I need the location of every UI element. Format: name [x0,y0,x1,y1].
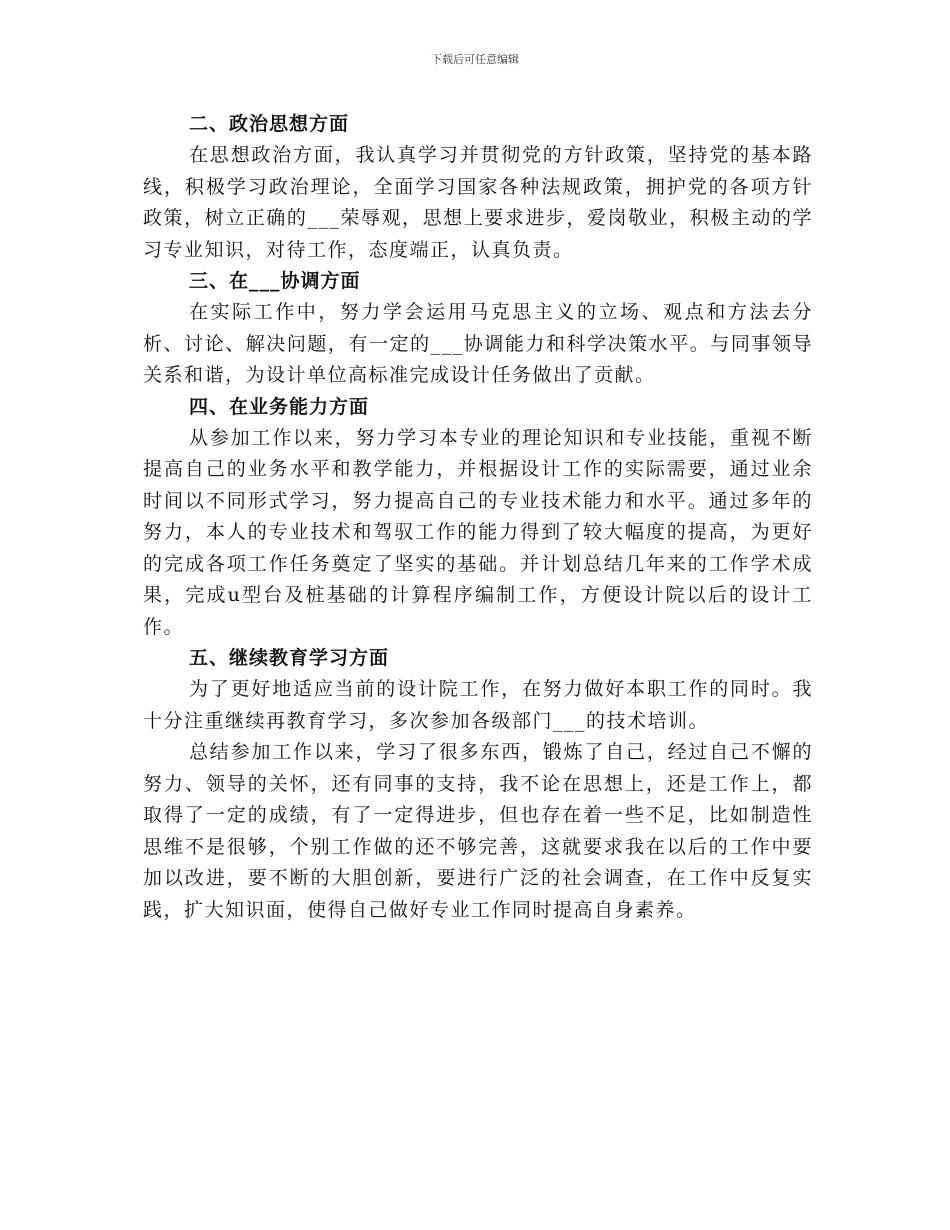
section-heading: 四、在业务能力方面 [189,395,370,418]
section-paragraph: 在思想政治方面，我认真学习并贯彻党的方针政策，坚持党的基本路线，积极学习政治理论，全面学习国家各种法规政策，拥护党的各项方针政策，树立正确的___荣辱观，思想上要求进步，爱岗敬业，积极主动的学习专业知识，对待工作，态度端正，认真负责。 [143,144,813,261]
summary-paragraph: 总结参加工作以来，学习了很多东西，锻炼了自己，经过自己不懈的努力、领导的关怀，还有同事的支持，我不论在思想上，还是工作上，都取得了一定的成绩，有了一定得进步，但也存在着一些不足，比如制造性思维不是很够，个别工作做的还不够完善，这就要求我在以后的工作中要加以改进，要不断的大胆创新，要进行广泛的社会调查，在工作中反复实践，扩大知识面，使得自己做好专业工作同时提高自身素养。 [143,741,813,921]
section-continuing-education [143,643,813,926]
page-header: 下载后可任意编辑 [431,53,519,66]
section-business-ability [143,392,813,644]
section-politics [143,109,813,266]
document-body [143,109,813,926]
section-heading: 二、政治思想方面 [189,113,350,135]
section-paragraph: 为了更好地适应当前的设计院工作，在努力做好本职工作的同时。我十分注重继续再教育学习，多次参加各级部门___的技术培训。 [143,678,813,732]
section-coordination [143,266,813,392]
section-heading: 五、继续教育学习方面 [189,647,390,669]
section-paragraph: 在实际工作中，努力学会运用马克思主义的立场、观点和方法去分析、讨论、解决问题，有一定的___协调能力和科学决策水平。与同事领导关系和谐，为设计单位高标准完成设计任务做出了贡献。 [143,301,813,386]
section-heading: 三、在___协调方面 [189,270,361,292]
section-paragraph: 从参加工作以来，努力学习本专业的理论知识和专业技能，重视不断提高自己的业务水平和教学能力，并根据设计工作的实际需要，通过业余时间以不同形式学习，努力提高自己的专业技术能力和水平。通过多年的努力，本人的专业技术和驾驭工作的能力得到了较大幅度的提高，为更好的完成各项工作任务奠定了坚实的基础。并计划总结几年来的工作学术成果，完成u型台及桩基础的计算程序编制工作，方便设计院以后的设计工作。 [143,426,813,638]
